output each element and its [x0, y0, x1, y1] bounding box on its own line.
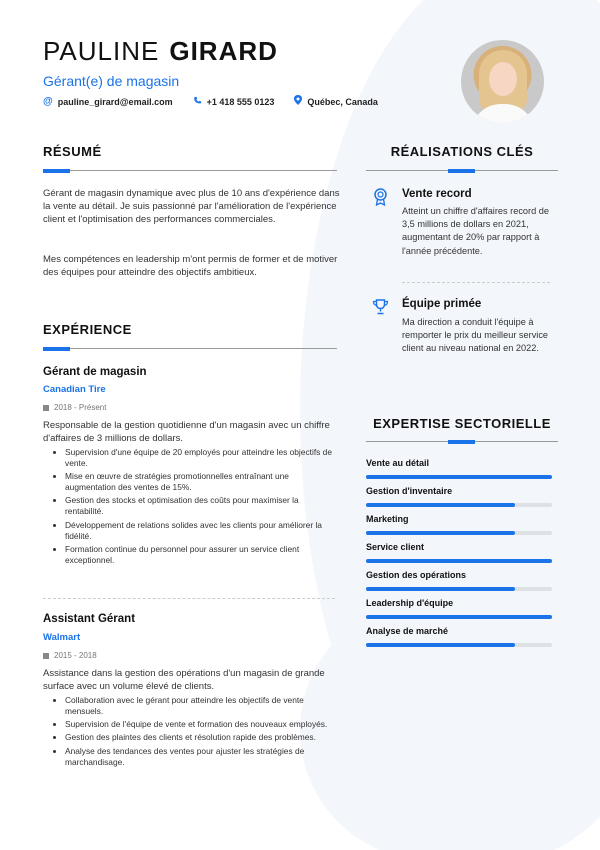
skill-label: Service client — [366, 542, 425, 552]
skill-bar-fill — [366, 643, 515, 647]
list-item: Mise en œuvre de stratégies promotionnelles entraînant une augmentation des ventes de 15%. — [43, 471, 335, 493]
email-text: pauline_girard@email.com — [57, 96, 173, 107]
achievement-text: Atteint un chiffre d'affaires record de 3,5 millions de dollars en 2021, augmentant de 20% par rapport à l'année précédente. — [402, 206, 549, 256]
list-item: Formation continue du personnel pour assurer un service client exceptionnel. — [43, 544, 335, 566]
list-item: Collaboration avec le gérant pour atteindre les objectifs de vente mensuels. — [43, 695, 335, 717]
skills-heading: EXPERTISE SECTORIELLE — [373, 416, 551, 431]
job-dates-text: 2015 - 2018 — [54, 651, 97, 660]
phone-item[interactable] — [193, 95, 275, 108]
job-dates — [43, 403, 106, 412]
skill-bar-fill — [366, 475, 552, 479]
last-name: GIRARD — [169, 36, 278, 66]
job-company: Walmart — [43, 632, 81, 643]
at-icon: @ — [43, 96, 53, 107]
calendar-icon — [43, 405, 49, 411]
job-bullet-list — [43, 695, 335, 770]
calendar-icon — [43, 653, 49, 659]
location-pin-icon — [294, 95, 302, 108]
job-description: Responsable de la gestion quotidienne d'un magasin avec un chiffre d'affaires de 3 millions de dollars. — [43, 420, 330, 445]
job-dates — [43, 651, 97, 660]
location-text: Québec, Canada — [307, 96, 378, 107]
skill-bar-fill — [366, 531, 515, 535]
skill-bar-fill — [366, 503, 515, 507]
job-dates-text: 2018 - Présent — [54, 403, 107, 412]
summary-paragraph-1: Gérant de magasin dynamique avec plus de 10 ans d'expérience dans la vente au détail. Je suis passionné par l'amélioration de l'expérience client et l'optimisation des performances commerciales. — [43, 188, 340, 226]
skill-bar-track — [366, 587, 552, 591]
job-role: Assistant Gérant — [43, 613, 136, 625]
list-item: Gestion des stocks et optimisation des coûts pour maximiser la rentabilité. — [43, 495, 335, 517]
skill-bar-track — [366, 559, 552, 563]
skill-bar-track — [366, 503, 552, 507]
first-name: PAULINE — [43, 36, 160, 66]
skill-label: Gestion d'inventaire — [366, 486, 453, 496]
job-role: Gérant de magasin — [43, 366, 147, 378]
experience-divider — [43, 348, 337, 349]
skill-bar-track — [366, 475, 552, 479]
candidate-name — [43, 36, 278, 67]
skill-bar-track — [366, 643, 552, 647]
achievement-text: Ma direction a conduit l'équipe à remporter le prix du meilleur service client au niveau national en 2022. — [402, 317, 549, 354]
skill-bar-fill — [366, 615, 552, 619]
medal-icon — [373, 188, 388, 210]
achievement-title: Vente record — [402, 188, 472, 200]
list-item: Développement de relations solides avec les clients pour améliorer la fidélité. — [43, 520, 335, 542]
summary-heading: RÉSUMÉ — [43, 144, 102, 159]
experience-heading: EXPÉRIENCE — [43, 322, 132, 337]
list-item: Gestion des plaintes des clients et résolution rapide des problèmes. — [43, 732, 335, 743]
job-company: Canadian Tire — [43, 384, 106, 395]
list-item: Supervision de l'équipe de vente et formation des nouveaux employés. — [43, 719, 335, 730]
phone-text: +1 418 555 0123 — [206, 96, 275, 107]
skill-label: Gestion des opérations — [366, 570, 467, 580]
summary-divider — [43, 170, 337, 171]
skill-label: Vente au détail — [366, 458, 430, 468]
phone-icon — [193, 96, 202, 108]
skill-bar-track — [366, 615, 552, 619]
skills-divider — [366, 441, 558, 442]
achievement-separator — [402, 282, 550, 283]
location-item — [294, 95, 378, 108]
skill-bar-fill — [366, 587, 515, 591]
skill-bar-fill — [366, 559, 552, 563]
list-item: Supervision d'une équipe de 20 employés pour atteindre les objectifs de vente. — [43, 447, 335, 469]
contact-info — [43, 95, 378, 108]
job-separator — [43, 598, 335, 599]
skill-label: Analyse de marché — [366, 626, 449, 636]
list-item: Analyse des tendances des ventes pour ajuster les stratégies de marchandisage. — [43, 746, 335, 768]
achievements-heading: RÉALISATIONS CLÉS — [390, 144, 534, 159]
achievement-title: Équipe primée — [402, 298, 482, 310]
job-bullet-list — [43, 447, 335, 568]
job-description: Assistance dans la gestion des opérations d'un magasin de grande surface avec un volume élevé de clients. — [43, 668, 325, 693]
trophy-icon — [372, 299, 389, 319]
skill-label: Leadership d'équipe — [366, 598, 454, 608]
email-item[interactable] — [43, 95, 173, 108]
achievements-divider — [366, 170, 558, 171]
job-title: Gérant(e) de magasin — [43, 73, 180, 89]
summary-paragraph-2: Mes compétences en leadership m'ont permis de former et de motiver des équipes pour atteindre des objectifs ambitieux. — [43, 254, 338, 279]
avatar — [461, 40, 544, 123]
skill-label: Marketing — [366, 514, 409, 524]
skill-bar-track — [366, 531, 552, 535]
